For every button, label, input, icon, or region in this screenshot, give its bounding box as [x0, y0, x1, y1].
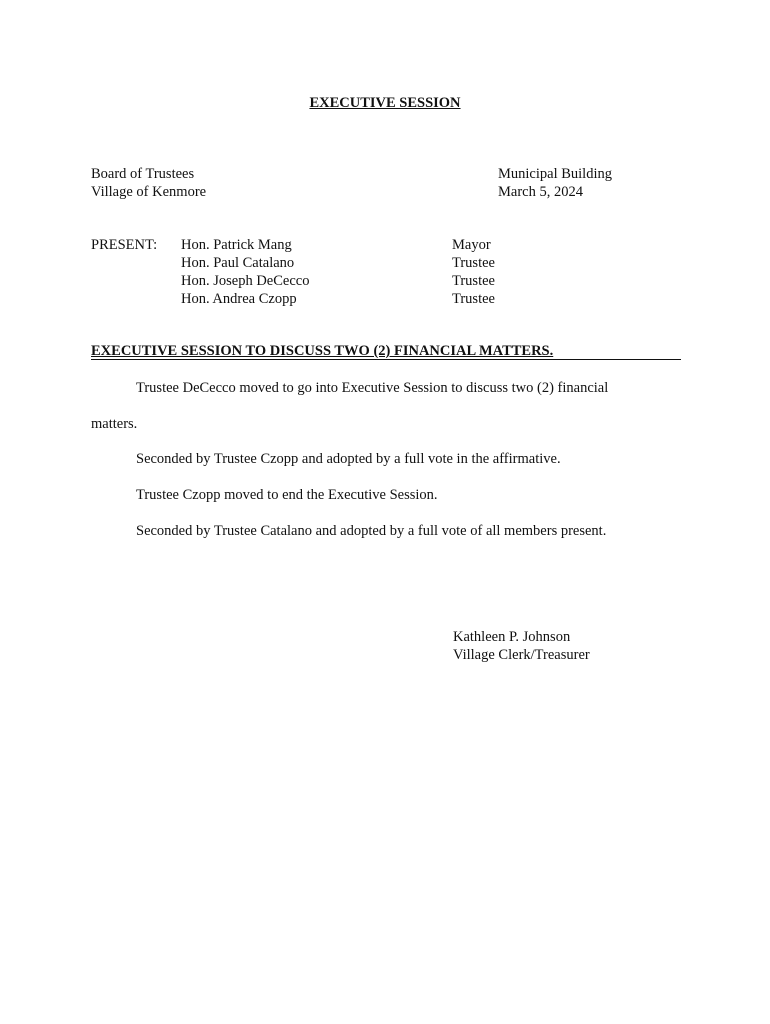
village-name: Village of Kenmore [91, 184, 207, 200]
attendee-role: Trustee [452, 273, 495, 289]
attendee-name: Hon. Paul Catalano [181, 255, 295, 271]
attendee-name: Hon. Patrick Mang [181, 237, 292, 253]
present-label: PRESENT: [91, 237, 158, 253]
signatory-title: Village Clerk/Treasurer [453, 647, 590, 663]
document-title: EXECUTIVE SESSION [309, 95, 461, 111]
attendee-role: Trustee [452, 255, 495, 271]
section-heading [91, 343, 681, 360]
attendee-role: Trustee [452, 291, 495, 307]
board-name: Board of Trustees [91, 166, 195, 182]
paragraph: Trustee DeCecco moved to go into Executive Session to discuss two (2) financial [136, 380, 609, 396]
paragraph: Trustee Czopp moved to end the Executive Session. [136, 487, 438, 503]
meeting-date: March 5, 2024 [498, 184, 583, 200]
header-left [91, 165, 206, 201]
signature-block [453, 628, 590, 664]
present-roles [452, 236, 495, 308]
paragraph: Seconded by Trustee Czopp and adopted by a full vote in the affirmative. [136, 451, 561, 467]
attendee-role: Mayor [452, 237, 491, 253]
attendee-name: Hon. Joseph DeCecco [181, 273, 310, 289]
attendee-name: Hon. Andrea Czopp [181, 291, 297, 307]
present-names [181, 236, 309, 308]
signatory-name: Kathleen P. Johnson [453, 629, 571, 645]
header-right [498, 165, 612, 201]
paragraph: Seconded by Trustee Catalano and adopted by a full vote of all members present. [136, 523, 607, 539]
section-heading-text: EXECUTIVE SESSION TO DISCUSS TWO (2) FINANCIAL MATTERS. [91, 343, 554, 359]
paragraph: matters. [91, 416, 138, 432]
location: Municipal Building [498, 166, 612, 182]
